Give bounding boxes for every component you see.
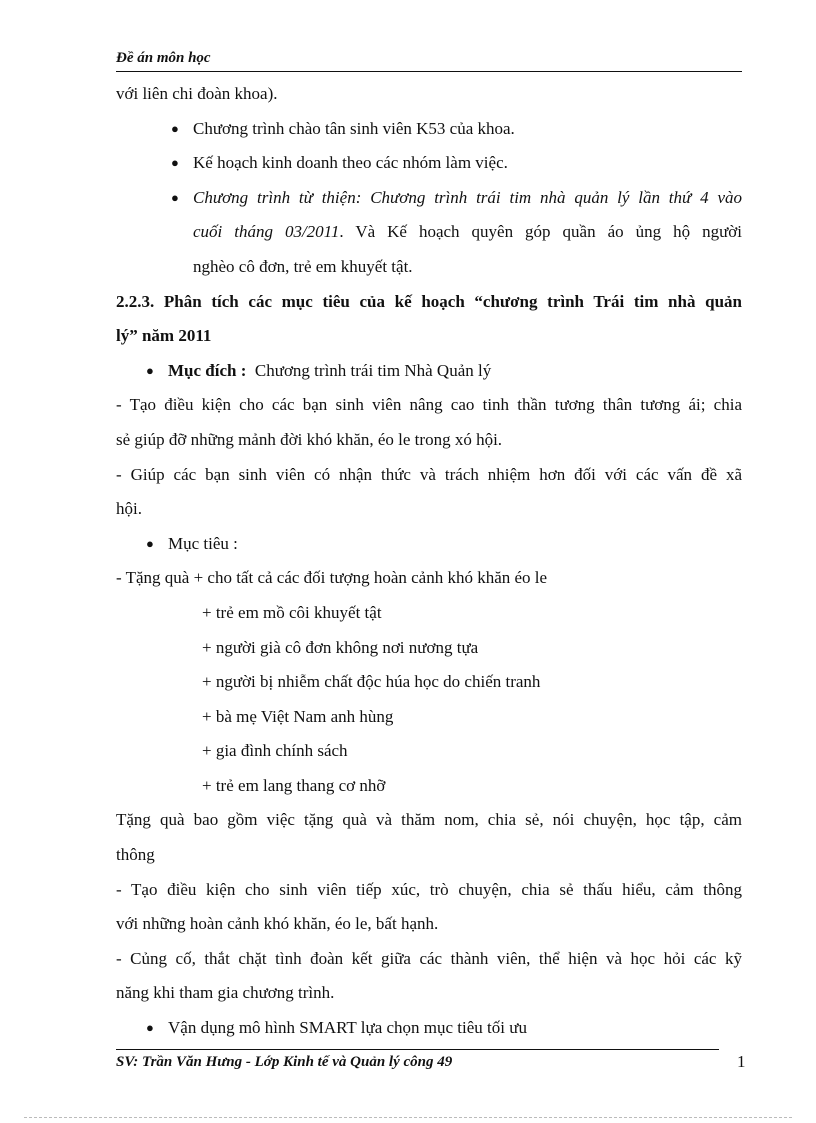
page-footer-text: SV: Trần Văn Hưng - Lớp Kinh tế và Quản lý công 49 xyxy=(116,1054,453,1070)
text-line: với những hoàn cảnh khó khăn, éo le, bất hạnh. xyxy=(116,914,439,934)
bullet-label: Mục đích : xyxy=(168,360,247,380)
bullet-item xyxy=(116,354,742,389)
text-line: - Tặng quà + cho tất cả các đối tượng hoàn cảnh khó khăn éo le xyxy=(116,568,548,588)
bullet-text: Kế hoạch kinh doanh theo các nhóm làm việc. xyxy=(193,153,508,173)
page-header-title: Đề án môn học xyxy=(116,50,211,66)
bullet-text: Vận dụng mô hình SMART lựa chọn mục tiêu tối ưu xyxy=(168,1018,527,1038)
section-heading-cont: lý” năm 2011 xyxy=(116,326,212,346)
list-item: + trẻ em lang thang cơ nhỡ xyxy=(202,775,386,795)
bullet-continuation xyxy=(116,215,742,250)
text-line: - Tạo điều kiện cho sinh viên tiếp xúc, trò chuyện, chia sẻ thấu hiểu, cảm thông xyxy=(116,879,742,899)
text-line: Tặng quà bao gồm việc tặng quà và thăm nom, chia sẻ, nói chuyện, học tập, cảm xyxy=(116,810,742,830)
bullet-continuation: nghèo cô đơn, trẻ em khuyết tật. xyxy=(193,256,413,276)
list-item: + trẻ em mồ côi khuyết tật xyxy=(202,602,382,622)
bullet-icon: ● xyxy=(146,362,154,378)
text-line: - Tạo điều kiện cho các bạn sinh viên nâng cao tinh thần tương thân tương ái; chia xyxy=(116,395,742,415)
bullet-icon: ● xyxy=(146,535,154,551)
text-line: - Giúp các bạn sinh viên có nhận thức và trách nhiệm hơn đối với các vấn đề xã xyxy=(116,464,742,484)
footer-divider xyxy=(116,1049,719,1050)
bullet-text: Chương trình trái tim Nhà Quản lý xyxy=(246,360,492,380)
bullet-text: Mục tiêu : xyxy=(168,533,238,553)
text-line: thông xyxy=(116,845,155,865)
bullet-icon: ● xyxy=(171,155,179,171)
list-item: + bà mẹ Việt Nam anh hùng xyxy=(202,706,394,726)
bullet-icon: ● xyxy=(171,120,179,136)
italic-phrase: cuối tháng 03/2011 xyxy=(193,222,340,242)
body-text xyxy=(116,77,742,1046)
bullet-icon: ● xyxy=(171,189,179,205)
text-line: năng khi tham gia chương trình. xyxy=(116,983,335,1003)
bullet-item xyxy=(116,112,742,147)
text-line: với liên chi đoàn khoa). xyxy=(116,84,278,103)
text-line: hội. xyxy=(116,499,142,519)
header-divider xyxy=(116,71,742,72)
bullet-icon: ● xyxy=(146,1020,154,1036)
bullet-text: Chương trình từ thiện: Chương trình trái tim nhà quản lý lần thứ 4 vào xyxy=(193,187,742,207)
bullet-item xyxy=(116,1011,742,1046)
list-item: + người già cô đơn không nơi nương tựa xyxy=(202,637,479,657)
plain-phrase: . Và Kế hoạch quyên góp quần áo ủng hộ người xyxy=(339,222,742,242)
bullet-item xyxy=(116,181,742,216)
list-item: + người bị nhiễm chất độc húa học do chiến tranh xyxy=(202,672,541,692)
page-number: 1 xyxy=(737,1052,746,1071)
page-break-line xyxy=(24,1117,792,1118)
list-item: + gia đình chính sách xyxy=(202,741,348,761)
section-heading: 2.2.3. Phân tích các mục tiêu của kế hoạch “chương trình Trái tim nhà quản xyxy=(116,291,742,311)
bullet-item xyxy=(116,146,742,181)
text-line: - Củng cố, thắt chặt tình đoàn kết giữa các thành viên, thể hiện và học hỏi các kỹ xyxy=(116,948,742,968)
bullet-text: Chương trình chào tân sinh viên K53 của khoa. xyxy=(193,118,515,138)
bullet-item xyxy=(116,527,742,562)
text-line: sẻ giúp đỡ những mảnh đời khó khăn, éo le trong xó hội. xyxy=(116,429,503,449)
